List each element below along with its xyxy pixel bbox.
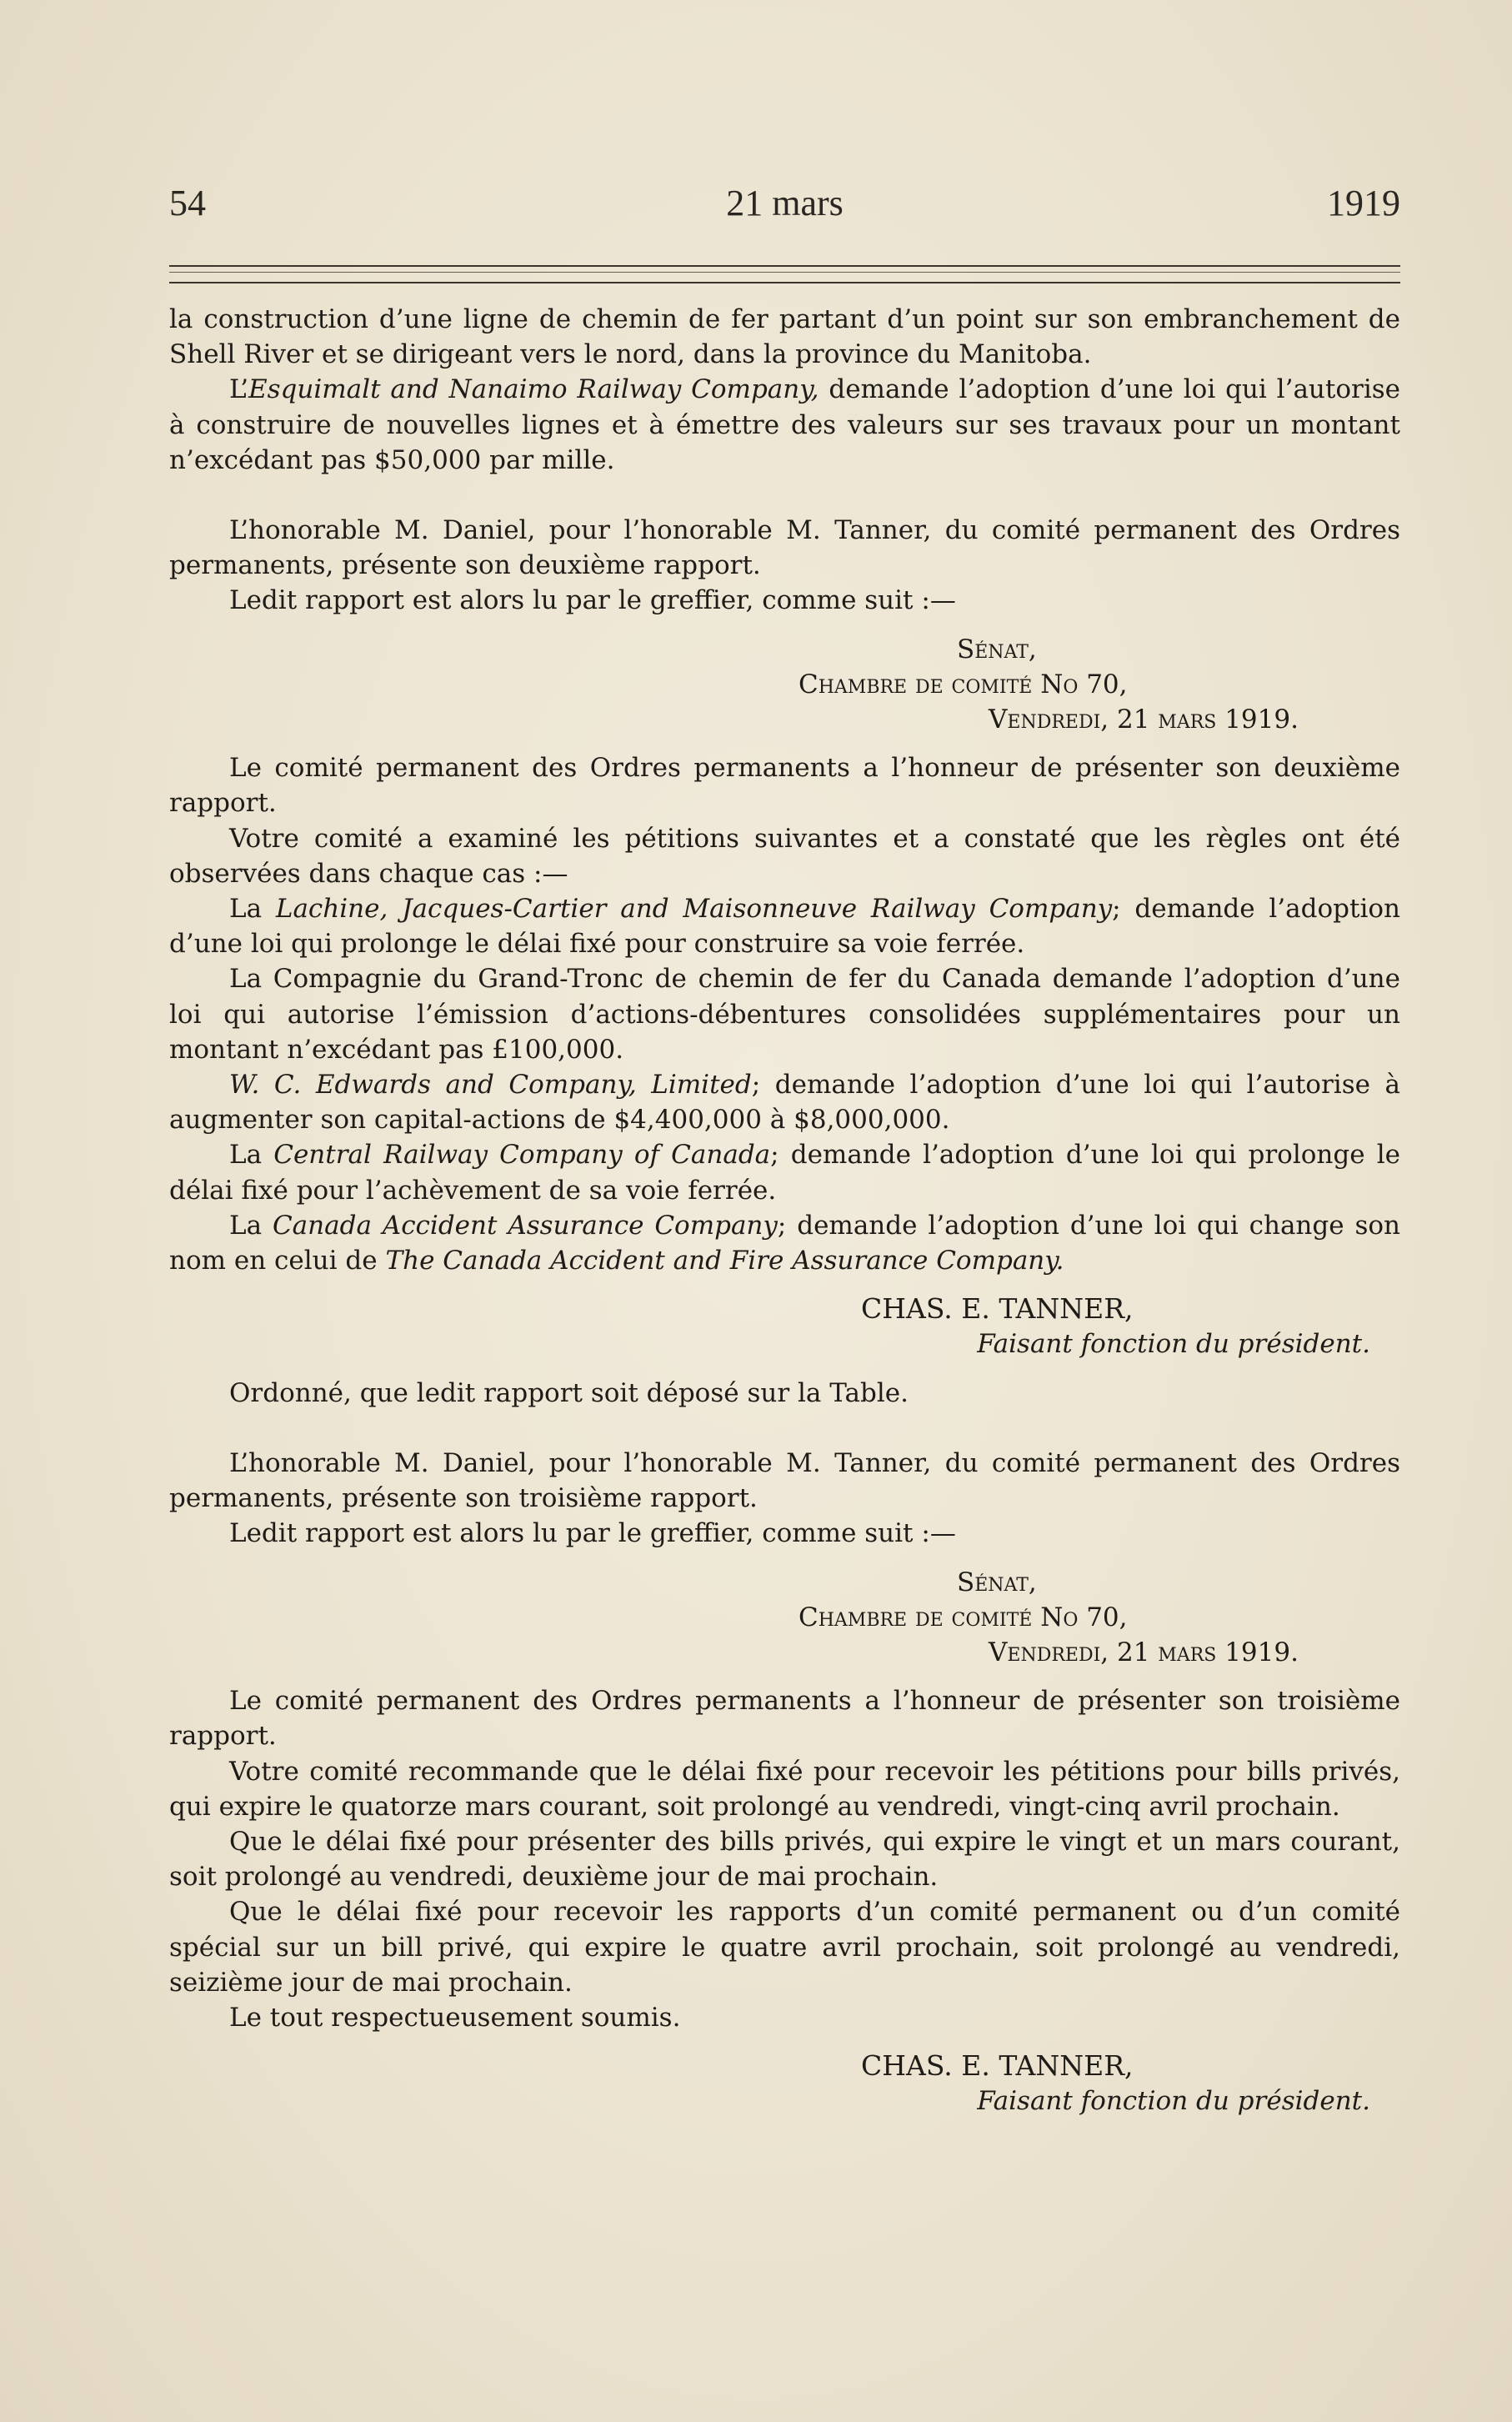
- paragraph-text: ; demande l’adoption d’une loi qui prolonge le délai fixé pour construire sa voie ferrée.: [169, 894, 1400, 960]
- company-name: Central Railway Company of Canada: [273, 1140, 771, 1171]
- paragraph-text: ; demande l’adoption d’une loi qui prolonge le délai fixé pour l’achèvement de sa voie ferrée.: [169, 1140, 1400, 1206]
- paragraph-text: ; demande l’adoption d’une loi qui change son nom en celui de: [169, 1210, 1401, 1276]
- petition-item: [169, 1067, 1400, 1137]
- header-rule: [169, 265, 1400, 283]
- company-name: W. C. Edwards and Company, Limited: [229, 1070, 752, 1101]
- signature-name: CHAS. E. TANNER,: [861, 1292, 1134, 1326]
- paragraph-esquimalt: [169, 372, 1400, 478]
- report-senat: Sénat,: [957, 634, 1037, 664]
- petition-item: [169, 1208, 1400, 1278]
- paragraph-continuation: la construction d’une ligne de chemin de fer partant d’un point sur son embranchement de Shell River et se dirigeant vers le nord, dans la province du Manitoba.: [169, 304, 1400, 370]
- paragraph-read: Ledit rapport est alors lu par le greffier, comme suit :—: [229, 585, 956, 616]
- petition-item: [169, 1137, 1400, 1207]
- header-date: 21 mars: [726, 183, 844, 223]
- report-closing: Le tout respectueusement soumis.: [229, 2002, 681, 2033]
- page-body: [169, 302, 1400, 2119]
- petition-item: La Compagnie du Grand-Tronc de chemin de fer du Canada demande l’adoption d’une loi qui autorise l’émission d’actions-débentures consolidées supplémentaires pour un montant n’excédant pas £100,000.: [169, 964, 1400, 1065]
- signature-name: CHAS. E. TANNER,: [861, 2049, 1134, 2083]
- text-prefix: La: [229, 894, 276, 925]
- company-name: Esquimalt and Nanaimo Railway Company,: [248, 374, 819, 405]
- report-intro: Le comité permanent des Ordres permanents a l’honneur de présenter son troisième rapport.: [169, 1686, 1400, 1752]
- paragraph-text: demande l’adoption d’une loi qui l’autorise à construire de nouvelles lignes et à émettre des valeurs sur ses travaux pour un montant n’excédant pas $50,000 par mille.: [169, 374, 1400, 475]
- paragraph-text: ; demande l’adoption d’une loi qui l’autorise à augmenter son capital-actions de $4,400,000 à $8,000,000.: [169, 1070, 1401, 1136]
- paragraph-read: Ledit rapport est alors lu par le greffier, comme suit :—: [229, 1518, 956, 1549]
- report-date: Vendredi, 21 mars 1919.: [989, 705, 1299, 735]
- paragraph-third-report: L’honorable M. Daniel, pour l’honorable M. Tanner, du comité permanent des Ordres permanents, présente son troisième rapport.: [169, 1447, 1400, 1514]
- company-name: Canada Accident Assurance Company: [272, 1210, 778, 1241]
- report-date: Vendredi, 21 mars 1919.: [989, 1637, 1299, 1667]
- text-prefix: La: [229, 1210, 273, 1241]
- report-chambre: Chambre de comité No 70,: [799, 669, 1128, 700]
- report-chambre: Chambre de comité No 70,: [799, 1602, 1128, 1632]
- report-heading: [169, 632, 1400, 738]
- paragraph-ordonne: Ordonné, que ledit rapport soit déposé sur la Table.: [229, 1377, 909, 1408]
- report-votre: Votre comité a examiné les pétitions suivantes et a constaté que les règles ont été observées dans chaque cas :—: [169, 823, 1400, 889]
- petition-item: [169, 891, 1400, 961]
- report-heading: [169, 1565, 1400, 1671]
- report-senat: Sénat,: [957, 1567, 1037, 1597]
- new-company-name: The Canada Accident and Fire Assurance Company.: [385, 1246, 1064, 1276]
- signature-role: Faisant fonction du président.: [977, 2086, 1370, 2117]
- page-number: 54: [169, 183, 206, 223]
- header-year: 1919: [1327, 183, 1400, 223]
- recommendation: Que le délai fixé pour présenter des bills privés, qui expire le vingt et un mars courant, soit prolongé au vendredi, deuxième jour de mai prochain.: [169, 1826, 1400, 1893]
- signature-role: Faisant fonction du président.: [977, 1329, 1370, 1360]
- text-prefix: La: [229, 1140, 274, 1171]
- text-prefix: L’: [229, 374, 249, 405]
- recommendation: Votre comité recommande que le délai fixé pour recevoir les pétitions pour bills privés, qui expire le quatorze mars courant, soit prolongé au vendredi, vingt-cinq avril prochain.: [169, 1756, 1400, 1822]
- paragraph-second-report: L’honorable M. Daniel, pour l’honorable M. Tanner, du comité permanent des Ordres permanents, présente son deuxième rapport.: [169, 515, 1400, 581]
- page-header: [169, 182, 1400, 235]
- recommendation: Que le délai fixé pour recevoir les rapports d’un comité permanent ou d’un comité spécial sur un bill privé, qui expire le quatre avril prochain, soit prolongé au vendredi, seizième jour de mai prochain.: [169, 1897, 1400, 1998]
- company-name: Lachine, Jacques-Cartier and Maisonneuve Railway Company: [275, 894, 1113, 925]
- report-intro: Le comité permanent des Ordres permanents a l’honneur de présenter son deuxième rapport.: [169, 753, 1400, 819]
